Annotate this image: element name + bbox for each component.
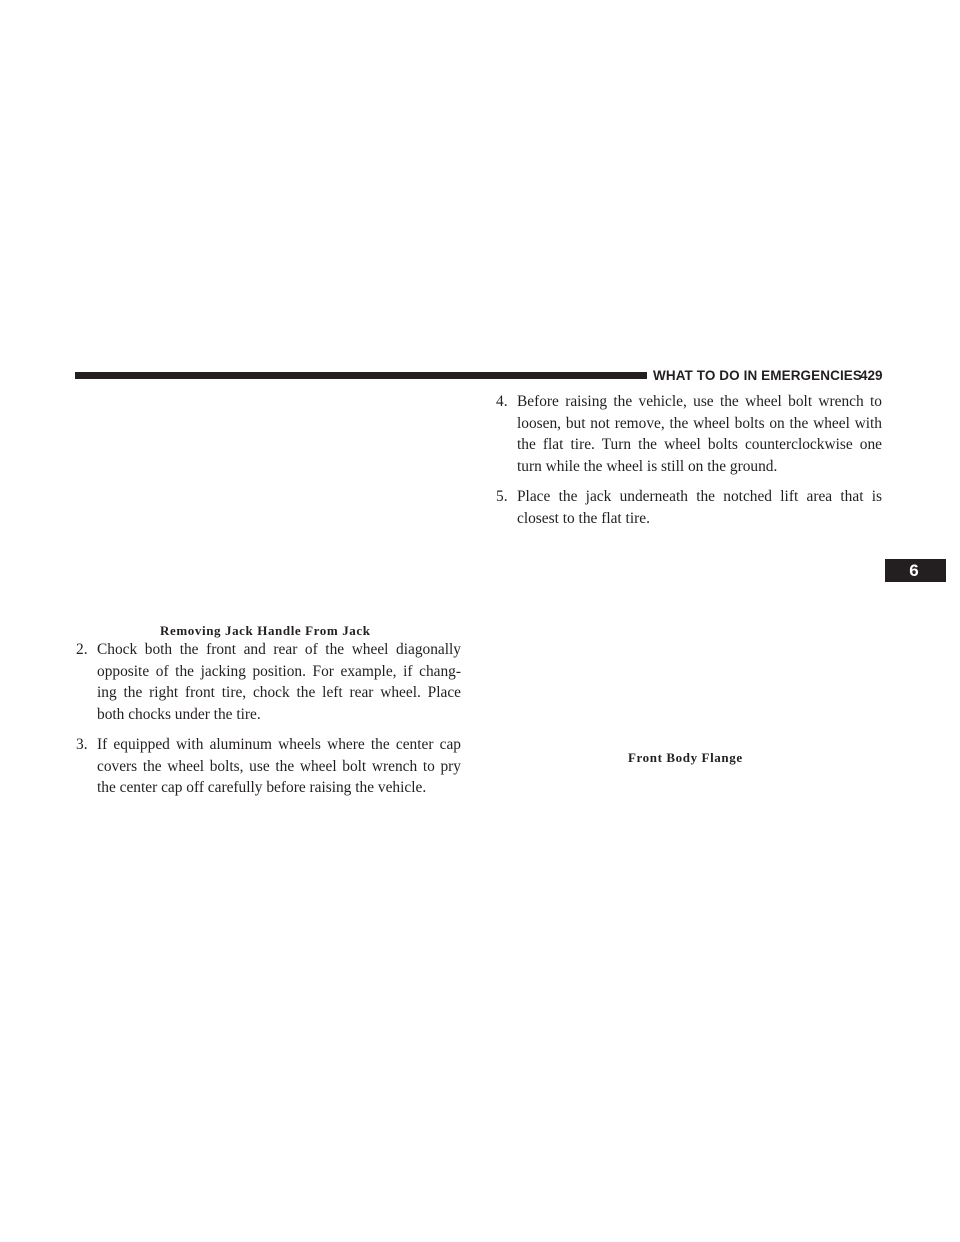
steps-left-column	[76, 639, 461, 808]
step-number: 5.	[496, 488, 508, 505]
page-number: 429	[860, 368, 883, 383]
section-title: WHAT TO DO IN EMERGENCIES	[653, 368, 863, 383]
step-2	[76, 639, 461, 725]
step-number: 4.	[496, 393, 508, 410]
steps-right-column	[496, 391, 882, 538]
step-text: Before raising the vehicle, use the wheel bolt wrench to loosen, but not remove, the wheel bolts on the wheel with the flat tire. Turn the wheel bolts counterclockwise one turn while the wheel is still on the ground.	[517, 393, 882, 475]
step-number: 2.	[76, 641, 88, 658]
step-text: Chock both the front and rear of the wheel diagonally opposite of the jacking position. For example, if chang- ing the right front tire, chock the left rear wheel. Place both chocks under the tire.	[97, 641, 461, 723]
step-number: 3.	[76, 736, 88, 753]
step-5	[496, 486, 882, 529]
figure-caption-front-body-flange: Front Body Flange	[628, 750, 743, 765]
chapter-tab: 6	[885, 559, 946, 582]
header-rule	[75, 372, 647, 379]
step-text: Place the jack underneath the notched lift area that is closest to the flat tire.	[517, 488, 882, 527]
step-text: If equipped with aluminum wheels where the center cap covers the wheel bolts, use the wheel bolt wrench to pry the center cap off carefully before raising the vehicle.	[97, 736, 461, 796]
step-3	[76, 734, 461, 799]
figure-caption-jack-handle: Removing Jack Handle From Jack	[160, 623, 371, 638]
step-4	[496, 391, 882, 477]
